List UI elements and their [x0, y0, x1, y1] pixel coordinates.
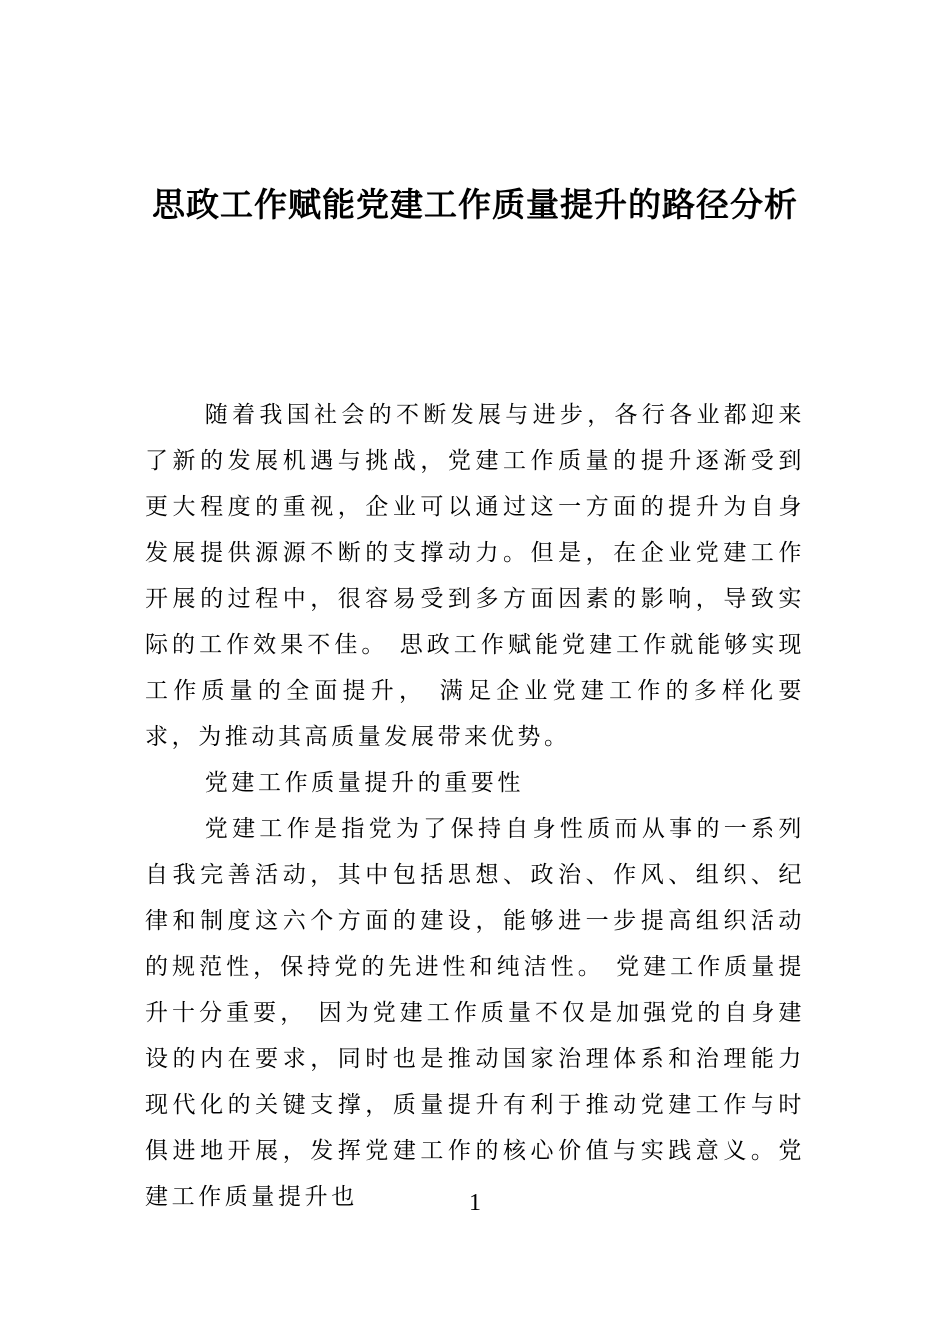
paragraph-intro: 随着我国社会的不断发展与进步，各行各业都迎来了新的发展机遇与挑战，党建工作质量的提升逐渐受到更大程度的重视，企业可以通过这一方面的提升为自身发展提供源源不断的支撑动力。但是，在企业党建工作开展的过程中，很容易受到多方面因素的影响，导致实际的工作效果不佳。 思政工作赋能党建工作就能够实现工作质量的全面提升， 满足企业党建工作的多样化要求，为推动其高质量发展带来优势。 — [145, 402, 805, 750]
document-body — [145, 392, 805, 1220]
paragraph-importance: 党建工作是指党为了保持自身性质而从事的一系列自我完善活动，其中包括思想、政治、作风、组织、纪律和制度这六个方面的建设，能够进一步提高组织活动的规范性，保持党的先进性和纯洁性。 党建工作质量提升十分重要， 因为党建工作质量不仅是加强党的自身建设的内在要求，同时也是推动国家治理体系和治理能力现代化的关键支撑，质量提升有利于推动党建工作与时俱进地开展，发挥党建工作的核心价值与实践意义。党建工作质量提升也 — [145, 816, 805, 1210]
document-title: 思政工作赋能党建工作质量提升的路径分析 — [152, 185, 798, 224]
page-number: 1 — [469, 1190, 481, 1216]
section-heading: 党建工作质量提升的重要性 — [204, 770, 524, 796]
